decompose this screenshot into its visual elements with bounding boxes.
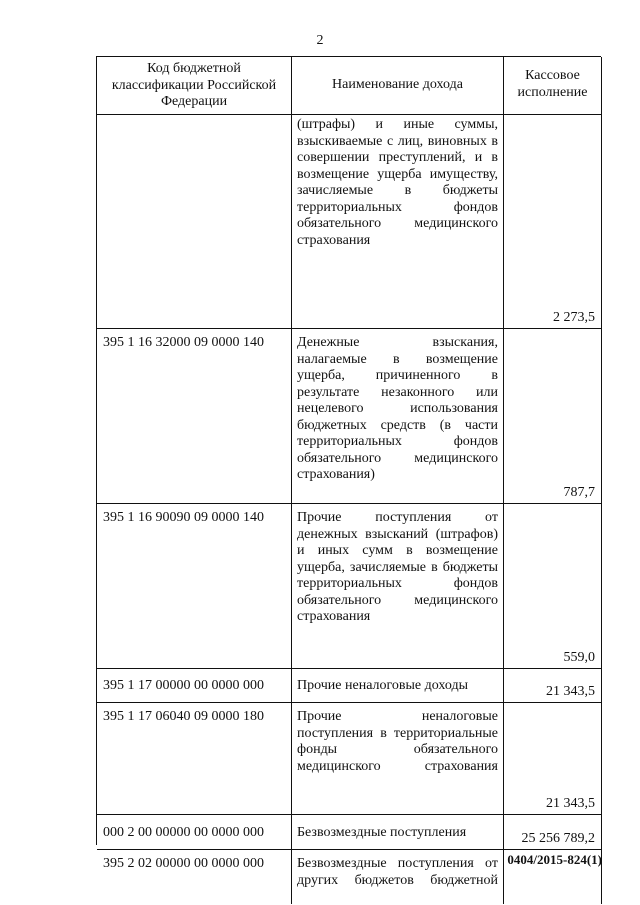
- table-row: [97, 115, 602, 329]
- row-amount: 25 256 789,2: [521, 830, 595, 846]
- row-amount-cell: [504, 329, 602, 504]
- row-amount-cell: [504, 669, 602, 703]
- row-amount: 21 343,5: [546, 683, 595, 699]
- row-code: 395 1 16 90090 09 0000 140: [97, 504, 292, 669]
- table-header: [97, 57, 602, 115]
- row-code: [97, 115, 292, 329]
- row-name: Денежные взыскания, налагаемые в возмещение ущерба, причиненного в результате незаконного или нецелевого использования бюджетных средств (в части территориальных фондов обязательного медицинского страхования): [292, 329, 504, 504]
- row-code: 395 1 17 06040 09 0000 180: [97, 703, 292, 815]
- row-code: 000 2 00 00000 00 0000 000: [97, 815, 292, 850]
- row-name: Прочие неналоговые доходы: [292, 669, 504, 703]
- row-name: Безвозмездные поступления от других бюджетов бюджетной: [292, 850, 504, 904]
- header-name: Наименование дохода: [292, 57, 504, 115]
- row-amount: 559,0: [563, 649, 595, 665]
- table-row: [97, 329, 602, 504]
- row-code: 395 1 17 00000 00 0000 000: [97, 669, 292, 703]
- table-row: [97, 703, 602, 815]
- row-amount-cell: [504, 115, 602, 329]
- row-code: 395 2 02 00000 00 0000 000: [97, 850, 292, 904]
- table-row: [97, 669, 602, 703]
- header-amount: Кассовое исполнение: [504, 57, 602, 115]
- row-name: Безвозмездные поступления: [292, 815, 504, 850]
- row-amount: 787,7: [563, 484, 595, 500]
- row-amount-cell: [504, 703, 602, 815]
- row-amount-cell: [504, 504, 602, 669]
- header-code: Код бюджетной классификации Российской Федерации: [97, 57, 292, 115]
- row-amount: 21 343,5: [546, 795, 595, 811]
- row-name: Прочие неналоговые поступления в территориальные фонды обязательного медицинского страхования: [292, 703, 504, 815]
- page-number: 2: [316, 33, 324, 48]
- row-code: 395 1 16 32000 09 0000 140: [97, 329, 292, 504]
- table-row: [97, 815, 602, 850]
- row-name: Прочие поступления от денежных взысканий (штрафов) и иных сумм в возмещение ущерба, зачисляемые в бюджеты территориальных фондов обязательного медицинского страхования: [292, 504, 504, 669]
- table-row: [97, 504, 602, 669]
- document-code: 0404/2015-824(1): [507, 852, 602, 867]
- row-amount-cell: [504, 815, 602, 850]
- row-name: (штрафы) и иные суммы, взыскиваемые с лиц, виновных в совершении преступлений, и в возмещение ущерба имуществу, зачисляемые в бюджеты территориальных фондов обязательного медицинского страхования: [292, 115, 504, 329]
- row-amount: 2 273,5: [553, 309, 595, 325]
